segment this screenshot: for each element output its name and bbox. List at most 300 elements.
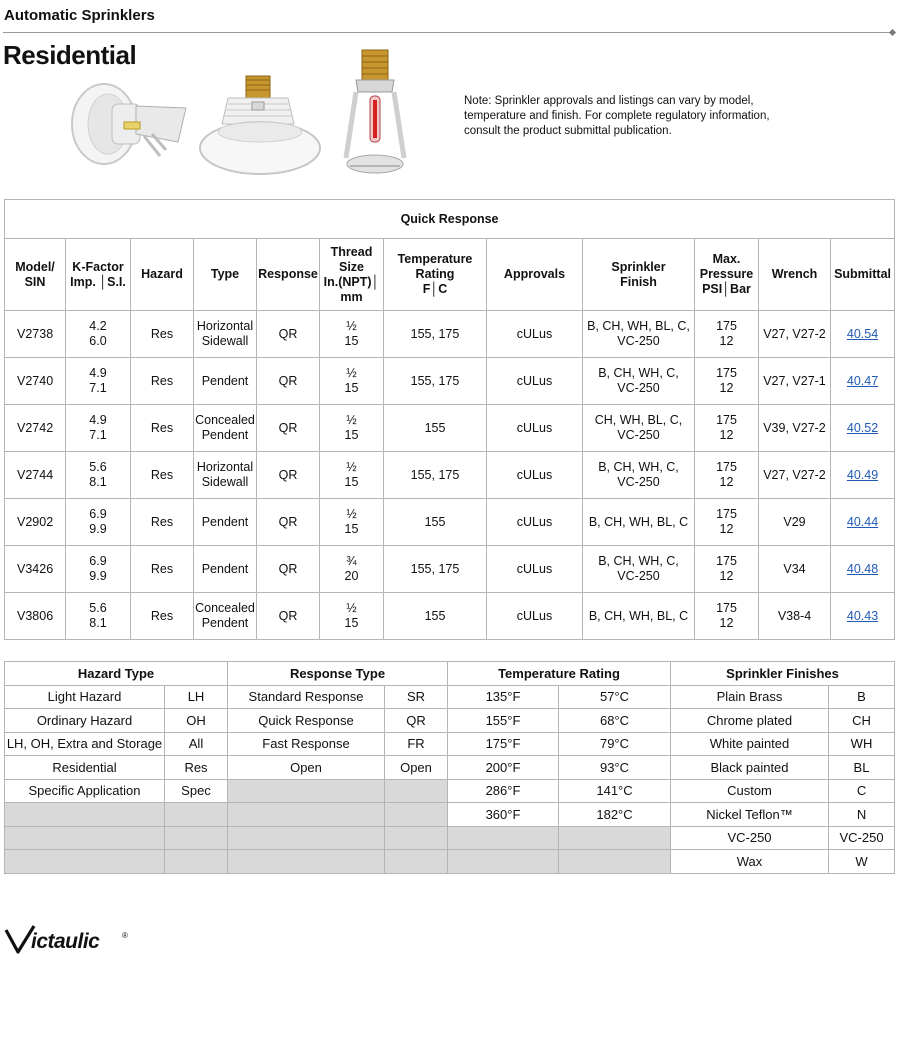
hazard-value: Res [150, 420, 174, 435]
cell-pressure [695, 358, 759, 405]
thread-value: ½ [346, 460, 357, 474]
finish-value: B, CH, WH, C, [598, 554, 679, 568]
temperature-value: 155, 175 [410, 373, 460, 388]
approvals-value: cULus [516, 561, 553, 576]
pressure-value: 12 [719, 334, 734, 348]
legend-cell [165, 685, 228, 709]
pendent-sprinkler-image [198, 70, 322, 182]
legend-cell [829, 826, 895, 850]
cell-response [257, 546, 320, 593]
legend-cell [829, 732, 895, 756]
approvals-value: cULus [516, 514, 553, 529]
legend-cell [559, 779, 671, 803]
finish-name: VC-250 [727, 830, 772, 846]
cell-pressure [695, 593, 759, 640]
type-value: Pendent [201, 428, 249, 442]
temperature-c: 93°C [599, 759, 630, 775]
legend-cell [829, 756, 895, 780]
empty-cell [559, 826, 671, 850]
hazard-value: Res [150, 561, 174, 576]
cell-thread [320, 452, 384, 499]
type-value: Horizontal [196, 319, 254, 333]
cell-response [257, 452, 320, 499]
cell-model [5, 358, 66, 405]
thread-value: ½ [346, 413, 357, 427]
thread-value: 15 [344, 428, 359, 442]
table-row [5, 546, 895, 593]
response-type-name: Fast Response [262, 736, 350, 752]
finish-name: Chrome plated [706, 712, 793, 728]
finish-code: W [855, 853, 868, 869]
temperature-f: 360°F [485, 806, 521, 822]
cell-kfactor [66, 452, 131, 499]
header-type: Type [194, 239, 257, 311]
cell-pressure [695, 546, 759, 593]
cell-kfactor [66, 499, 131, 546]
bulb-pendent-sprinkler-image [340, 48, 410, 188]
hazard-value: Res [150, 514, 174, 529]
wrench-value: V27, V27-2 [763, 326, 826, 341]
cell-hazard [131, 499, 194, 546]
cell-finish [583, 358, 695, 405]
header-kfactor: K-Factor Imp. │S.I. [66, 239, 131, 311]
table-row [5, 358, 895, 405]
cell-approvals [487, 452, 583, 499]
pressure-value: 12 [719, 381, 734, 395]
type-value: Pendent [201, 514, 249, 529]
empty-cell [385, 779, 448, 803]
response-type-name: Quick Response [258, 712, 354, 728]
type-value: Pendent [201, 616, 249, 630]
submittal-link[interactable]: 40.54 [846, 326, 879, 341]
approvals-value: cULus [516, 326, 553, 341]
hazard-type-name: Ordinary Hazard [36, 712, 133, 728]
finish-value: VC-250 [617, 569, 660, 583]
cell-finish [583, 546, 695, 593]
response-value: QR [278, 467, 298, 482]
cell-submittal [831, 546, 895, 593]
submittal-link[interactable]: 40.44 [846, 514, 879, 529]
pressure-value: 12 [719, 428, 734, 442]
empty-cell [5, 803, 165, 827]
empty-cell [5, 850, 165, 874]
thread-value: 15 [344, 381, 359, 395]
temperature-f: 200°F [485, 759, 521, 775]
hazard-value: Res [150, 467, 174, 482]
temperature-f: 286°F [485, 783, 521, 799]
type-value: Horizontal [196, 460, 254, 474]
empty-cell [385, 850, 448, 874]
finish-value: B, CH, WH, C, [598, 460, 679, 474]
thread-value: ¾ [346, 554, 357, 568]
type-value: Pendent [201, 561, 249, 576]
finish-name: Plain Brass [716, 689, 783, 705]
hazard-value: Res [150, 608, 174, 623]
hazard-type-code: Spec [181, 783, 211, 799]
finish-value: B, CH, WH, BL, C [588, 514, 689, 529]
cell-hazard [131, 546, 194, 593]
cell-type [194, 593, 257, 640]
section-title: Automatic Sprinklers [4, 7, 155, 24]
cell-hazard [131, 405, 194, 452]
legend-cell [829, 709, 895, 733]
kfactor-value: 8.1 [89, 616, 107, 630]
cell-approvals [487, 546, 583, 593]
legend-cell [165, 709, 228, 733]
legend-cell [228, 732, 385, 756]
legend-cell [671, 685, 829, 709]
legend-cell [671, 850, 829, 874]
type-value: Concealed [195, 413, 255, 427]
kfactor-value: 7.1 [89, 381, 107, 395]
cell-thread [320, 311, 384, 358]
legend-cell [5, 779, 165, 803]
submittal-link[interactable]: 40.47 [846, 373, 879, 388]
table-row [5, 452, 895, 499]
header-approvals: Approvals [487, 239, 583, 311]
response-type-code: SR [406, 689, 426, 705]
temperature-value: 155, 175 [410, 326, 460, 341]
finish-code: CH [852, 712, 871, 728]
cell-response [257, 358, 320, 405]
legend-header-finishes: Sprinkler Finishes [671, 662, 895, 686]
cell-model [5, 452, 66, 499]
kfactor-value: 9.9 [89, 522, 107, 536]
cell-approvals [487, 311, 583, 358]
cell-wrench [759, 452, 831, 499]
header-divider [3, 32, 891, 33]
finish-value: VC-250 [617, 334, 660, 348]
response-value: QR [278, 514, 298, 529]
cell-model [5, 593, 66, 640]
legend-cell [448, 685, 559, 709]
header-thread-size: Thread Size In.(NPT)│ mm [320, 239, 384, 311]
cell-approvals [487, 358, 583, 405]
finish-value: CH, WH, BL, C, [594, 413, 683, 427]
hazard-type-name: Specific Application [28, 783, 141, 799]
empty-cell [228, 803, 385, 827]
pressure-value: 175 [716, 460, 737, 474]
cell-temperature [384, 593, 487, 640]
legend-cell [559, 709, 671, 733]
kfactor-value: 4.9 [89, 366, 107, 380]
thread-value: 15 [344, 475, 359, 489]
approvals-value: cULus [516, 608, 553, 623]
kfactor-value: 8.1 [89, 475, 107, 489]
empty-cell [165, 850, 228, 874]
response-type-code: QR [406, 712, 426, 728]
legend-cell [228, 756, 385, 780]
hazard-type-name: LH, OH, Extra and Storage [6, 736, 163, 752]
legend-cell [671, 779, 829, 803]
finish-value: VC-250 [617, 428, 660, 442]
temperature-c: 141°C [596, 783, 633, 799]
cell-response [257, 593, 320, 640]
cell-kfactor [66, 405, 131, 452]
cell-temperature [384, 405, 487, 452]
cell-thread [320, 593, 384, 640]
legend-cell [228, 709, 385, 733]
legend-cell [385, 685, 448, 709]
response-value: QR [278, 373, 298, 388]
legend-cell [829, 850, 895, 874]
response-type-name: Standard Response [248, 689, 364, 705]
approval-note: Note: Sprinkler approvals and listings can vary by model, temperature and finish. For complete regulatory information, consult the product submittal publication. [464, 95, 770, 137]
kfactor-value: 4.2 [89, 319, 107, 333]
finish-name: Custom [727, 783, 772, 799]
pressure-value: 175 [716, 601, 737, 615]
cell-response [257, 311, 320, 358]
cell-submittal [831, 499, 895, 546]
temperature-c: 182°C [596, 806, 633, 822]
legend-cell [671, 803, 829, 827]
table-row [5, 311, 895, 358]
finish-value: B, CH, WH, C, [598, 366, 679, 380]
pressure-value: 12 [719, 569, 734, 583]
wrench-value: V39, V27-2 [763, 420, 826, 435]
type-value: Concealed [195, 601, 255, 615]
quick-response-table [4, 199, 895, 640]
thread-value: 15 [344, 334, 359, 348]
finish-name: Nickel Teflon™ [706, 806, 793, 822]
empty-cell [5, 826, 165, 850]
empty-cell [228, 850, 385, 874]
finish-code: WH [850, 736, 873, 752]
cell-wrench [759, 593, 831, 640]
cell-temperature [384, 358, 487, 405]
legend-cell [5, 756, 165, 780]
wrench-value: V34 [783, 561, 806, 576]
cell-approvals [487, 499, 583, 546]
svg-text:ictaulic: ictaulic [31, 930, 100, 953]
wrench-value: V27, V27-1 [763, 373, 826, 388]
model-number: V2902 [17, 514, 54, 529]
legend-row [5, 732, 895, 756]
cell-type [194, 311, 257, 358]
cell-wrench [759, 499, 831, 546]
legend-table [4, 661, 895, 874]
empty-cell [448, 826, 559, 850]
legend-cell [5, 709, 165, 733]
cell-submittal [831, 311, 895, 358]
cell-temperature [384, 499, 487, 546]
kfactor-value: 4.9 [89, 413, 107, 427]
table-row [5, 593, 895, 640]
response-type-code: Open [400, 759, 432, 775]
finish-name: White painted [709, 736, 790, 752]
temperature-c: 79°C [599, 736, 630, 752]
empty-cell [385, 826, 448, 850]
hazard-type-name: Residential [52, 759, 117, 775]
cell-temperature [384, 546, 487, 593]
header-hazard: Hazard [131, 239, 194, 311]
legend-cell [829, 803, 895, 827]
kfactor-value: 7.1 [89, 428, 107, 442]
cell-type [194, 452, 257, 499]
temperature-c: 57°C [599, 689, 630, 705]
cell-submittal [831, 452, 895, 499]
cell-submittal [831, 405, 895, 452]
legend-cell [671, 709, 829, 733]
cell-pressure [695, 311, 759, 358]
cell-pressure [695, 499, 759, 546]
cell-model [5, 311, 66, 358]
model-number: V2738 [17, 326, 54, 341]
legend-cell [559, 732, 671, 756]
kfactor-value: 6.0 [89, 334, 107, 348]
thread-value: ½ [346, 507, 357, 521]
cell-finish [583, 593, 695, 640]
cell-response [257, 499, 320, 546]
header-finish: Sprinkler Finish [583, 239, 695, 311]
wrench-value: V27, V27-2 [763, 467, 826, 482]
legend-row [5, 779, 895, 803]
cell-pressure [695, 452, 759, 499]
temperature-value: 155, 175 [410, 467, 460, 482]
model-number: V2742 [17, 420, 54, 435]
cell-wrench [759, 358, 831, 405]
submittal-link[interactable]: 40.49 [846, 467, 879, 482]
submittal-link[interactable]: 40.48 [846, 561, 879, 576]
legend-row [5, 685, 895, 709]
legend-cell [385, 709, 448, 733]
svg-text:®: ® [122, 931, 128, 940]
finish-name: Black painted [710, 759, 789, 775]
type-value: Sidewall [201, 475, 249, 489]
cell-wrench [759, 405, 831, 452]
approvals-value: cULus [516, 373, 553, 388]
hazard-type-code: OH [186, 712, 206, 728]
cell-finish [583, 499, 695, 546]
hazard-value: Res [150, 326, 174, 341]
pressure-value: 12 [719, 522, 734, 536]
thread-value: 15 [344, 616, 359, 630]
cell-submittal [831, 358, 895, 405]
victaulic-logo [4, 924, 134, 956]
temperature-value: 155 [424, 608, 446, 623]
kfactor-value: 6.9 [89, 554, 107, 568]
legend-cell [165, 779, 228, 803]
legend-cell [165, 732, 228, 756]
horizontal-sidewall-sprinkler-image [66, 76, 190, 186]
legend-row [5, 850, 895, 874]
hazard-type-name: Light Hazard [47, 689, 122, 705]
empty-cell [165, 803, 228, 827]
temperature-f: 175°F [485, 736, 521, 752]
kfactor-value: 5.6 [89, 460, 107, 474]
finish-code: N [856, 806, 867, 822]
legend-cell [448, 779, 559, 803]
temperature-f: 135°F [485, 689, 521, 705]
cell-model [5, 405, 66, 452]
legend-cell [829, 779, 895, 803]
header-wrench: Wrench [759, 239, 831, 311]
legend-row [5, 756, 895, 780]
finish-code: C [856, 783, 867, 799]
pressure-value: 12 [719, 475, 734, 489]
legend-cell [559, 685, 671, 709]
finish-code: B [857, 689, 866, 705]
legend-cell [385, 756, 448, 780]
cell-type [194, 499, 257, 546]
response-value: QR [278, 420, 298, 435]
empty-cell [228, 826, 385, 850]
table-row [5, 499, 895, 546]
submittal-link[interactable]: 40.52 [846, 420, 879, 435]
cell-wrench [759, 546, 831, 593]
cell-finish [583, 452, 695, 499]
header-submittal: Submittal [831, 239, 895, 311]
legend-header-hazard: Hazard Type [5, 662, 228, 686]
thread-value: 20 [344, 569, 359, 583]
response-value: QR [278, 608, 298, 623]
legend-cell [671, 826, 829, 850]
legend-cell [5, 732, 165, 756]
header-model: Model/ SIN [5, 239, 66, 311]
legend-cell [559, 756, 671, 780]
legend-cell [671, 732, 829, 756]
thread-value: ½ [346, 319, 357, 333]
pressure-value: 175 [716, 413, 737, 427]
cell-approvals [487, 405, 583, 452]
temperature-value: 155, 175 [410, 561, 460, 576]
finish-code: BL [853, 759, 870, 775]
cell-finish [583, 405, 695, 452]
finish-value: B, CH, WH, BL, C, [587, 319, 690, 333]
pressure-value: 175 [716, 366, 737, 380]
kfactor-value: 9.9 [89, 569, 107, 583]
cell-kfactor [66, 546, 131, 593]
legend-cell [448, 709, 559, 733]
cell-model [5, 546, 66, 593]
header-temperature: Temperature Rating F│C [384, 239, 487, 311]
response-type-name: Open [290, 759, 322, 775]
cell-thread [320, 546, 384, 593]
response-value: QR [278, 326, 298, 341]
cell-hazard [131, 593, 194, 640]
table-row [5, 405, 895, 452]
hazard-value: Res [150, 373, 174, 388]
temperature-value: 155 [424, 420, 446, 435]
legend-cell [448, 732, 559, 756]
model-number: V2744 [17, 467, 54, 482]
type-value: Pendent [201, 373, 249, 388]
hazard-type-code: All [188, 736, 204, 752]
cell-submittal [831, 593, 895, 640]
cell-temperature [384, 311, 487, 358]
type-value: Sidewall [201, 334, 249, 348]
empty-cell [165, 826, 228, 850]
temperature-f: 155°F [485, 712, 521, 728]
kfactor-value: 5.6 [89, 601, 107, 615]
temperature-value: 155 [424, 514, 446, 529]
response-value: QR [278, 561, 298, 576]
cell-response [257, 405, 320, 452]
hazard-type-code: Res [184, 759, 208, 775]
legend-row [5, 826, 895, 850]
thread-value: ½ [346, 601, 357, 615]
wrench-value: V38-4 [777, 608, 812, 623]
cell-kfactor [66, 358, 131, 405]
cell-hazard [131, 311, 194, 358]
submittal-link[interactable]: 40.43 [846, 608, 879, 623]
model-number: V2740 [17, 373, 54, 388]
cell-hazard [131, 452, 194, 499]
legend-cell [165, 756, 228, 780]
legend-cell [448, 803, 559, 827]
legend-header-temperature: Temperature Rating [448, 662, 671, 686]
cell-finish [583, 311, 695, 358]
